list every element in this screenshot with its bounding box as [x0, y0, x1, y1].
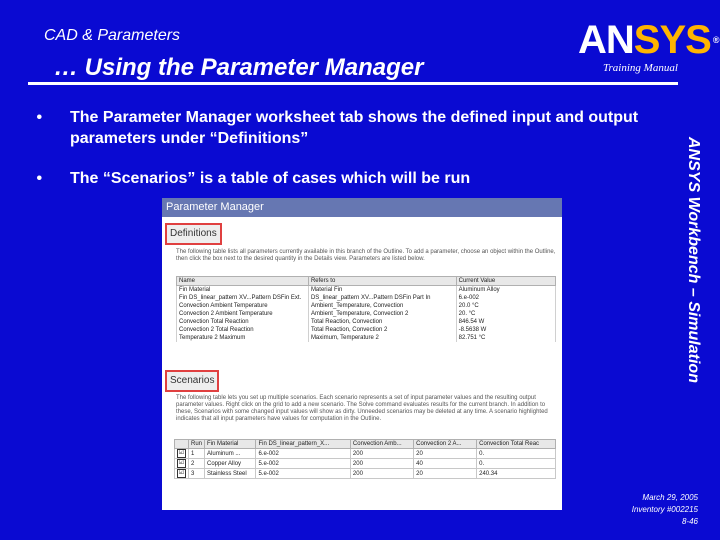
table-cell: 3 [189, 469, 205, 479]
table-row[interactable] [177, 294, 556, 302]
column-header[interactable]: Convection Total Reac [477, 440, 556, 449]
bullet-text: The “Scenarios” is a table of cases which will be run [70, 170, 471, 187]
bullet-text: The Parameter Manager worksheet tab shows the defined input and output parameters under “Definitions” [70, 109, 639, 147]
table-cell: 2 [189, 459, 205, 469]
column-header[interactable]: Convection Amb... [350, 440, 413, 449]
table-cell: Ambient_Temperature, Convection 2 [308, 310, 456, 318]
table-cell: 40 [414, 459, 477, 469]
table-cell: Aluminum Alloy [456, 286, 555, 295]
checkbox[interactable]: ☑ [178, 460, 185, 466]
table-row[interactable] [175, 449, 556, 459]
slide-title: … Using the Parameter Manager [54, 54, 424, 81]
table-cell: 1 [189, 449, 205, 459]
table-cell: 20. °C [456, 310, 555, 318]
table-cell: 200 [350, 469, 413, 479]
definitions-description: The following table lists all parameters currently available in this branch of the Outline. To add a parameter, choose an object within the Outline, then click the box next to the desired quantity in the Details view. Parameters are listed below. [176, 249, 556, 262]
column-header[interactable]: Run [189, 440, 205, 449]
checkbox-cell [175, 449, 189, 459]
column-header[interactable]: Fin DS_linear_pattern_X... [256, 440, 350, 449]
bullet-list [32, 107, 652, 208]
definitions-label: Definitions [165, 223, 222, 245]
table-cell: Aluminum ... [205, 449, 256, 459]
ansys-logo [578, 20, 718, 60]
table-row[interactable] [177, 302, 556, 310]
table-cell: 6.e-002 [256, 449, 350, 459]
logo-part-1: AN [578, 18, 634, 62]
pm-header: Parameter Manager [162, 198, 562, 217]
footer-inventory: Inventory #002215 [631, 505, 698, 514]
slide-topic: CAD & Parameters [44, 27, 181, 44]
column-header[interactable]: Refers to [308, 277, 456, 286]
table-cell: Maximum, Temperature 2 [308, 334, 456, 342]
training-manual-label: Training Manual [603, 62, 678, 74]
table-cell: 846.54 W [456, 318, 555, 326]
column-header[interactable]: Fin Material [205, 440, 256, 449]
table-cell: 82.751 °C [456, 334, 555, 342]
table-row[interactable] [175, 459, 556, 469]
footer-page: 8-46 [681, 517, 698, 526]
checkbox[interactable]: ☑ [178, 470, 185, 476]
table-cell: DS_linear_pattern XV...Pattern DSFin Part In [308, 294, 456, 302]
table-cell: 0. [477, 449, 556, 459]
table-cell: Temperature 2 Maximum [177, 334, 309, 342]
table-cell: Convection 2 Ambient Temperature [177, 310, 309, 318]
definitions-table [176, 276, 556, 342]
table-cell: 200 [350, 459, 413, 469]
bullet-icon: • [32, 170, 43, 187]
table-cell: Material Fin [308, 286, 456, 295]
bullet-item [32, 107, 652, 149]
table-cell: Total Reaction, Convection 2 [308, 326, 456, 334]
footer [580, 492, 698, 528]
table-row[interactable] [177, 334, 556, 342]
footer-date: March 29, 2005 [642, 493, 698, 502]
scenarios-table [174, 439, 556, 479]
table-cell: Fin DS_linear_pattern XV...Pattern DSFin Ext. [177, 294, 309, 302]
table-cell: 5.e-002 [256, 469, 350, 479]
table-cell: 240.34 [477, 469, 556, 479]
header-divider [28, 82, 678, 85]
table-cell: 5.e-002 [256, 459, 350, 469]
scenarios-label: Scenarios [165, 370, 219, 392]
table-cell: 200 [350, 449, 413, 459]
table-cell: 0. [477, 459, 556, 469]
table-row[interactable] [177, 310, 556, 318]
checkbox-column-header [175, 440, 189, 449]
checkbox[interactable]: ☑ [178, 450, 185, 456]
table-cell: Convection 2 Total Reaction [177, 326, 309, 334]
table-cell: Fin Material [177, 286, 309, 295]
table-row[interactable] [177, 326, 556, 334]
table-row[interactable] [175, 469, 556, 479]
table-cell: 20 [414, 469, 477, 479]
logo-part-2: SYS [633, 18, 711, 62]
table-cell: 20 [414, 449, 477, 459]
parameter-manager-screenshot [162, 198, 562, 510]
vertical-banner: ANSYS Workbench – Simulation [685, 137, 702, 383]
table-cell: Copper Alloy [205, 459, 256, 469]
table-cell: 6.e-002 [456, 294, 555, 302]
table-cell: Convection Ambient Temperature [177, 302, 309, 310]
scenarios-description: The following table lets you set up multiple scenarios. Each scenario represents a set of input parameter values and the resulting output parameter values. Right click on the grid to add a new scenario. The Solve command evaluates results for the current branch. In addition to these, Scenarios with some changed input values will show as dirty. Unneeded scenarios may be deleted at any time. A scenario highlighted indicates that all input parameters have values for computation in the Outline. [176, 395, 548, 422]
bullet-icon: • [32, 109, 43, 126]
table-row[interactable] [177, 286, 556, 295]
table-cell: 20.0 °C [456, 302, 555, 310]
table-row[interactable] [177, 318, 556, 326]
table-cell: Total Reaction, Convection [308, 318, 456, 326]
table-cell: Stainless Steel [205, 469, 256, 479]
bullet-item [32, 168, 652, 189]
column-header[interactable]: Name [177, 277, 309, 286]
column-header[interactable]: Convection 2 A... [414, 440, 477, 449]
table-cell: Convection Total Reaction [177, 318, 309, 326]
column-header[interactable]: Current Value [456, 277, 555, 286]
table-cell: Ambient_Temperature, Convection [308, 302, 456, 310]
table-cell: -8.5638 W [456, 326, 555, 334]
checkbox-cell [175, 469, 189, 479]
logo-trademark: ® [712, 35, 719, 45]
checkbox-cell [175, 459, 189, 469]
